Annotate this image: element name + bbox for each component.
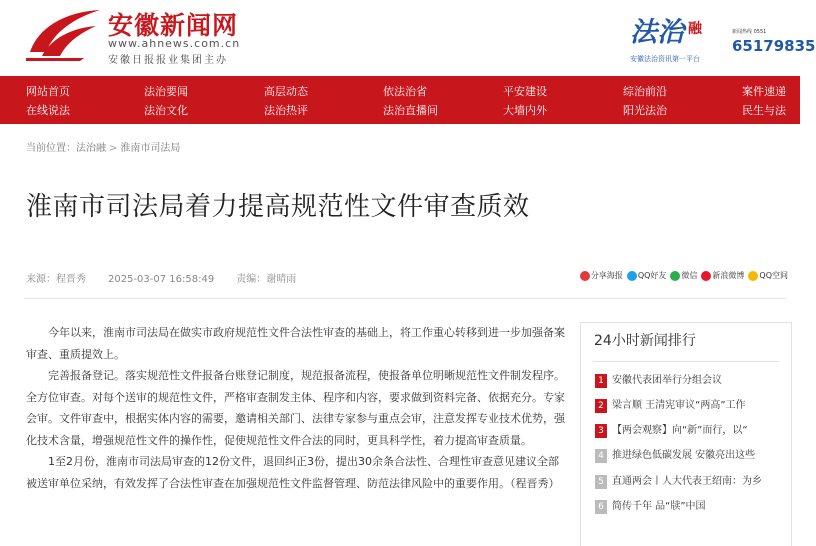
nav-item[interactable]: 法治热评 [264,104,308,117]
ahnews-logo-icon[interactable] [24,6,102,62]
rank-text: 梁言顺 王清宪审议“两高”工作 [612,400,746,411]
article-title: 淮南市司法局着力提高规范性文件审查质效 [26,192,530,222]
nav-item[interactable]: 阳光法治 [623,104,667,117]
ranking-item[interactable] [595,374,789,388]
breadcrumb-separator: > [109,143,118,154]
nav-item[interactable]: 平安建设 [503,85,547,98]
fazhi-brand-mark[interactable]: 法治 [630,17,684,48]
rank-text: 【两会观察】向“新”而行，以“ [612,425,748,436]
fazhi-brand-rong: 融 [688,21,702,37]
rank-number: 2 [595,399,607,413]
article-editor: 责编：谢晴雨 [236,274,297,285]
nav-item[interactable]: 法治文化 [144,104,188,117]
rank-text: 直通两会丨人大代表王绍南：为乡 [612,476,762,487]
breadcrumb-label: 当前位置： [26,143,76,154]
nav-item[interactable]: 法治要闻 [144,85,188,98]
share-label: 新浪微博 [712,271,745,280]
share-bar [580,270,788,281]
breadcrumb [26,139,180,154]
nav-item[interactable]: 案件速递 [742,85,786,98]
nav-item[interactable]: 在线说法 [26,104,70,117]
nav-item[interactable]: 高层动态 [264,85,308,98]
rank-number: 6 [595,500,607,514]
nav-item[interactable]: 民生与法 [742,104,786,117]
ranking-item[interactable] [595,424,789,438]
nav-item[interactable]: 法治直播间 [383,104,438,117]
share-weibo-button[interactable] [701,270,744,281]
wechat-icon [670,271,680,281]
article-body [26,322,566,494]
hotline-label: 新闻热线 0551 [732,29,767,35]
ranking-item[interactable] [595,475,789,489]
main-nav [0,76,800,124]
ranking-divider [593,361,779,362]
poster-icon [580,271,590,281]
ranking-item[interactable] [595,399,789,413]
article-paragraph: 今年以来，淮南市司法局在做实市政府规范性文件合法性审查的基础上，将工作重心转移到进一步加强备案审查、重质提效上。 [26,326,565,361]
site-logo-title[interactable]: 安徽新闻网 [108,11,239,40]
nav-row-2 [0,101,800,121]
share-label: 微信 [681,271,698,280]
share-label: QQ好友 [637,271,667,280]
rank-number: 1 [595,374,607,388]
rank-number: 3 [595,424,607,438]
nav-item[interactable]: 网站首页 [26,85,70,98]
nav-item[interactable]: 依法治省 [383,85,427,98]
ranking-item[interactable] [595,449,789,463]
share-poster-button[interactable] [580,270,623,281]
fazhi-slogan: 安徽法治资讯第一平台 [630,55,700,63]
article-source: 来源：程晋秀 [26,274,86,285]
article-paragraph: 1至2月份，淮南市司法局审查的12份文件，退回纠正3份，提出30余条合法性、合理性审查意见建议全部被送审单位采纳，有效发挥了合法性审查在加强规范性文件监督管理、防范法律风险中的重要作用。（程晋秀） [26,455,560,490]
breadcrumb-link-huainan[interactable]: 淮南市司法局 [120,143,181,154]
qq-icon [627,271,637,281]
breadcrumb-link-fazhirong[interactable]: 法治融 [76,143,106,154]
meta-divider [24,298,786,299]
article-meta [26,270,318,285]
hotline-number: 65179835 [732,37,816,55]
article-date: 2025-03-07 16:58:49 [108,274,215,285]
ranking-title: 24小时新闻排行 [594,333,696,349]
share-wechat-button[interactable] [670,270,697,281]
share-label: 分享海报 [590,271,623,280]
rank-number: 5 [595,475,607,489]
site-logo-subtitle: 安徽日报报业集团主办 [108,55,228,66]
news-ranking-panel [580,322,792,546]
rank-text: 安徽代表团举行分组会议 [612,375,722,386]
rank-number: 4 [595,449,607,463]
qzone-icon [748,271,758,281]
ranking-item[interactable] [595,500,789,514]
nav-item[interactable]: 大墙内外 [503,104,547,117]
site-logo-url: www.ahnews.com.cn [108,37,241,50]
share-qq-button[interactable] [627,270,667,281]
nav-item[interactable]: 综治前沿 [623,85,667,98]
article-paragraph: 完善报备登记。落实规范性文件报备台账登记制度，规范报备流程，使报备单位明晰规范性文件制发程序。全方位审查。对每个送审的规范性文件，严格审查制发主体、程序和内容，要求做到资料完备、依据充分。专家会审。文件审查中，根据实体内容的需要，邀请相关部门、法律专家参与重点会审，注意发挥专业技术优势，强化技术含量，增强规范性文件的操作性，促使规范性文件合法的同时，更具科学性，着力提高审查质量。 [26,369,565,447]
share-qzone-button[interactable] [748,270,788,281]
rank-text: 推进绿色低碳发展 安徽亮出这些 [612,450,756,461]
nav-row-1 [0,82,800,102]
rank-text: 简传千年 品“牍”中国 [612,501,706,512]
share-label: QQ空间 [759,271,788,280]
site-header [0,0,816,76]
weibo-icon [701,271,711,281]
